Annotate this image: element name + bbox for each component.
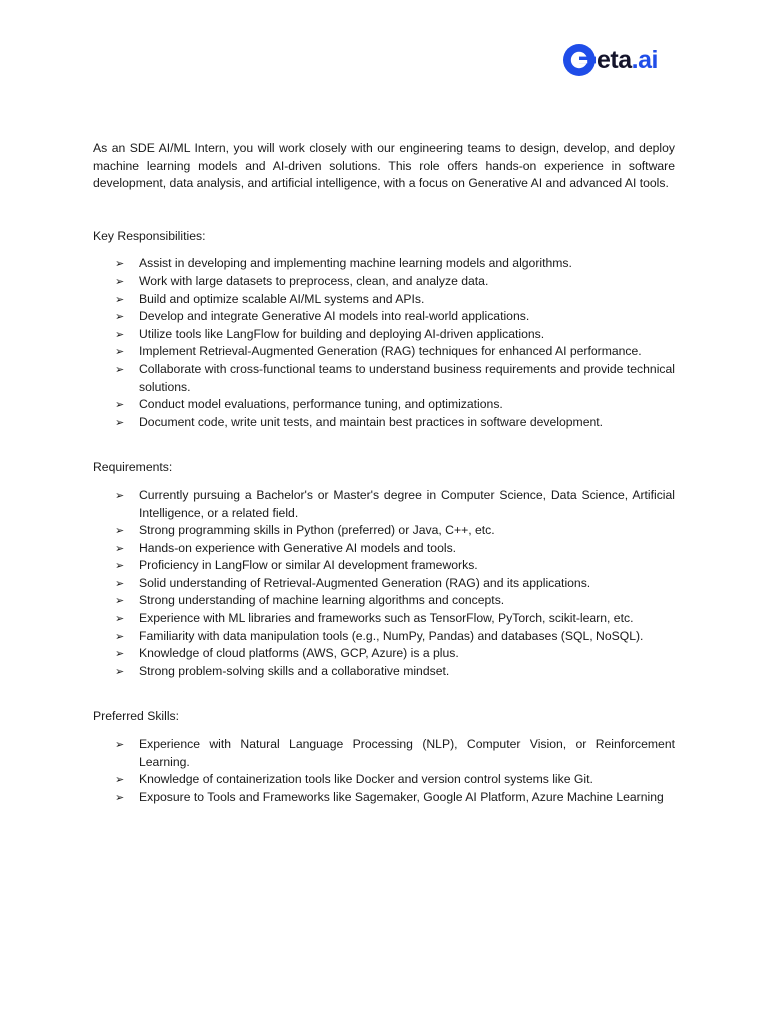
logo-text-suffix: ai xyxy=(638,46,658,74)
list-item: ➢ Assist in developing and implementing machine learning models and algorithms. xyxy=(139,255,675,273)
bullet-list xyxy=(93,255,675,431)
list-item: ➢ Strong programming skills in Python (preferred) or Java, C++, etc. xyxy=(139,522,675,540)
bullet-list xyxy=(93,487,675,681)
list-item: ➢ Currently pursuing a Bachelor's or Master's degree in Computer Science, Data Science, Artificial Intelligence, or a related field. xyxy=(139,487,675,522)
list-item: ➢ Solid understanding of Retrieval-Augmented Generation (RAG) and its applications. xyxy=(139,575,675,593)
list-item: ➢ Experience with ML libraries and frameworks such as TensorFlow, PyTorch, scikit-learn, etc. xyxy=(139,610,675,628)
job-description xyxy=(93,140,675,806)
geta-logo-mark-icon xyxy=(562,43,596,77)
logo-text-main: eta xyxy=(597,46,632,74)
section-preferred-skills xyxy=(93,708,675,806)
list-item: ➢ Strong understanding of machine learning algorithms and concepts. xyxy=(139,592,675,610)
list-item: ➢ Proficiency in LangFlow or similar AI development frameworks. xyxy=(139,557,675,575)
company-logo xyxy=(562,40,678,80)
list-item: ➢ Knowledge of containerization tools like Docker and version control systems like Git. xyxy=(139,771,675,789)
bullet-list xyxy=(93,736,675,806)
list-item: ➢ Utilize tools like LangFlow for building and deploying AI-driven applications. xyxy=(139,326,675,344)
list-item: ➢ Knowledge of cloud platforms (AWS, GCP, Azure) is a plus. xyxy=(139,645,675,663)
list-item: ➢ Develop and integrate Generative AI models into real-world applications. xyxy=(139,308,675,326)
section-requirements xyxy=(93,459,675,680)
list-item: ➢ Build and optimize scalable AI/ML systems and APIs. xyxy=(139,291,675,309)
section-title: Requirements: xyxy=(93,460,173,475)
intro-paragraph: As an SDE AI/ML Intern, you will work closely with our engineering teams to design, develop, and deploy machine learning models and AI-driven solutions. This role offers hands-on experience in software development, data analysis, and artificial intelligence, with a focus on Generative AI and advanced AI tools. xyxy=(93,141,675,191)
list-item: ➢ Conduct model evaluations, performance tuning, and optimizations. xyxy=(139,396,675,414)
list-item: ➢ Work with large datasets to preprocess, clean, and analyze data. xyxy=(139,273,675,291)
logo-text-dot: . xyxy=(631,46,639,74)
section-title: Key Responsibilities: xyxy=(93,228,206,243)
section-key-responsibilities xyxy=(93,228,675,432)
list-item: ➢ Hands-on experience with Generative AI models and tools. xyxy=(139,540,675,558)
list-item: ➢ Implement Retrieval-Augmented Generation (RAG) techniques for enhanced AI performance. xyxy=(139,343,675,361)
list-item: ➢ Document code, write unit tests, and maintain best practices in software development. xyxy=(139,414,675,432)
logo-wordmark xyxy=(597,43,658,77)
list-item: ➢ Exposure to Tools and Frameworks like Sagemaker, Google AI Platform, Azure Machine Learning xyxy=(139,789,675,807)
list-item: ➢ Experience with Natural Language Processing (NLP), Computer Vision, or Reinforcement Learning. xyxy=(139,736,675,771)
list-item: ➢ Familiarity with data manipulation tools (e.g., NumPy, Pandas) and databases (SQL, NoSQL). xyxy=(139,628,675,646)
list-item: ➢ Collaborate with cross-functional teams to understand business requirements and provide technical solutions. xyxy=(139,361,675,396)
section-title: Preferred Skills: xyxy=(93,709,180,724)
list-item: ➢ Strong problem-solving skills and a collaborative mindset. xyxy=(139,663,675,681)
